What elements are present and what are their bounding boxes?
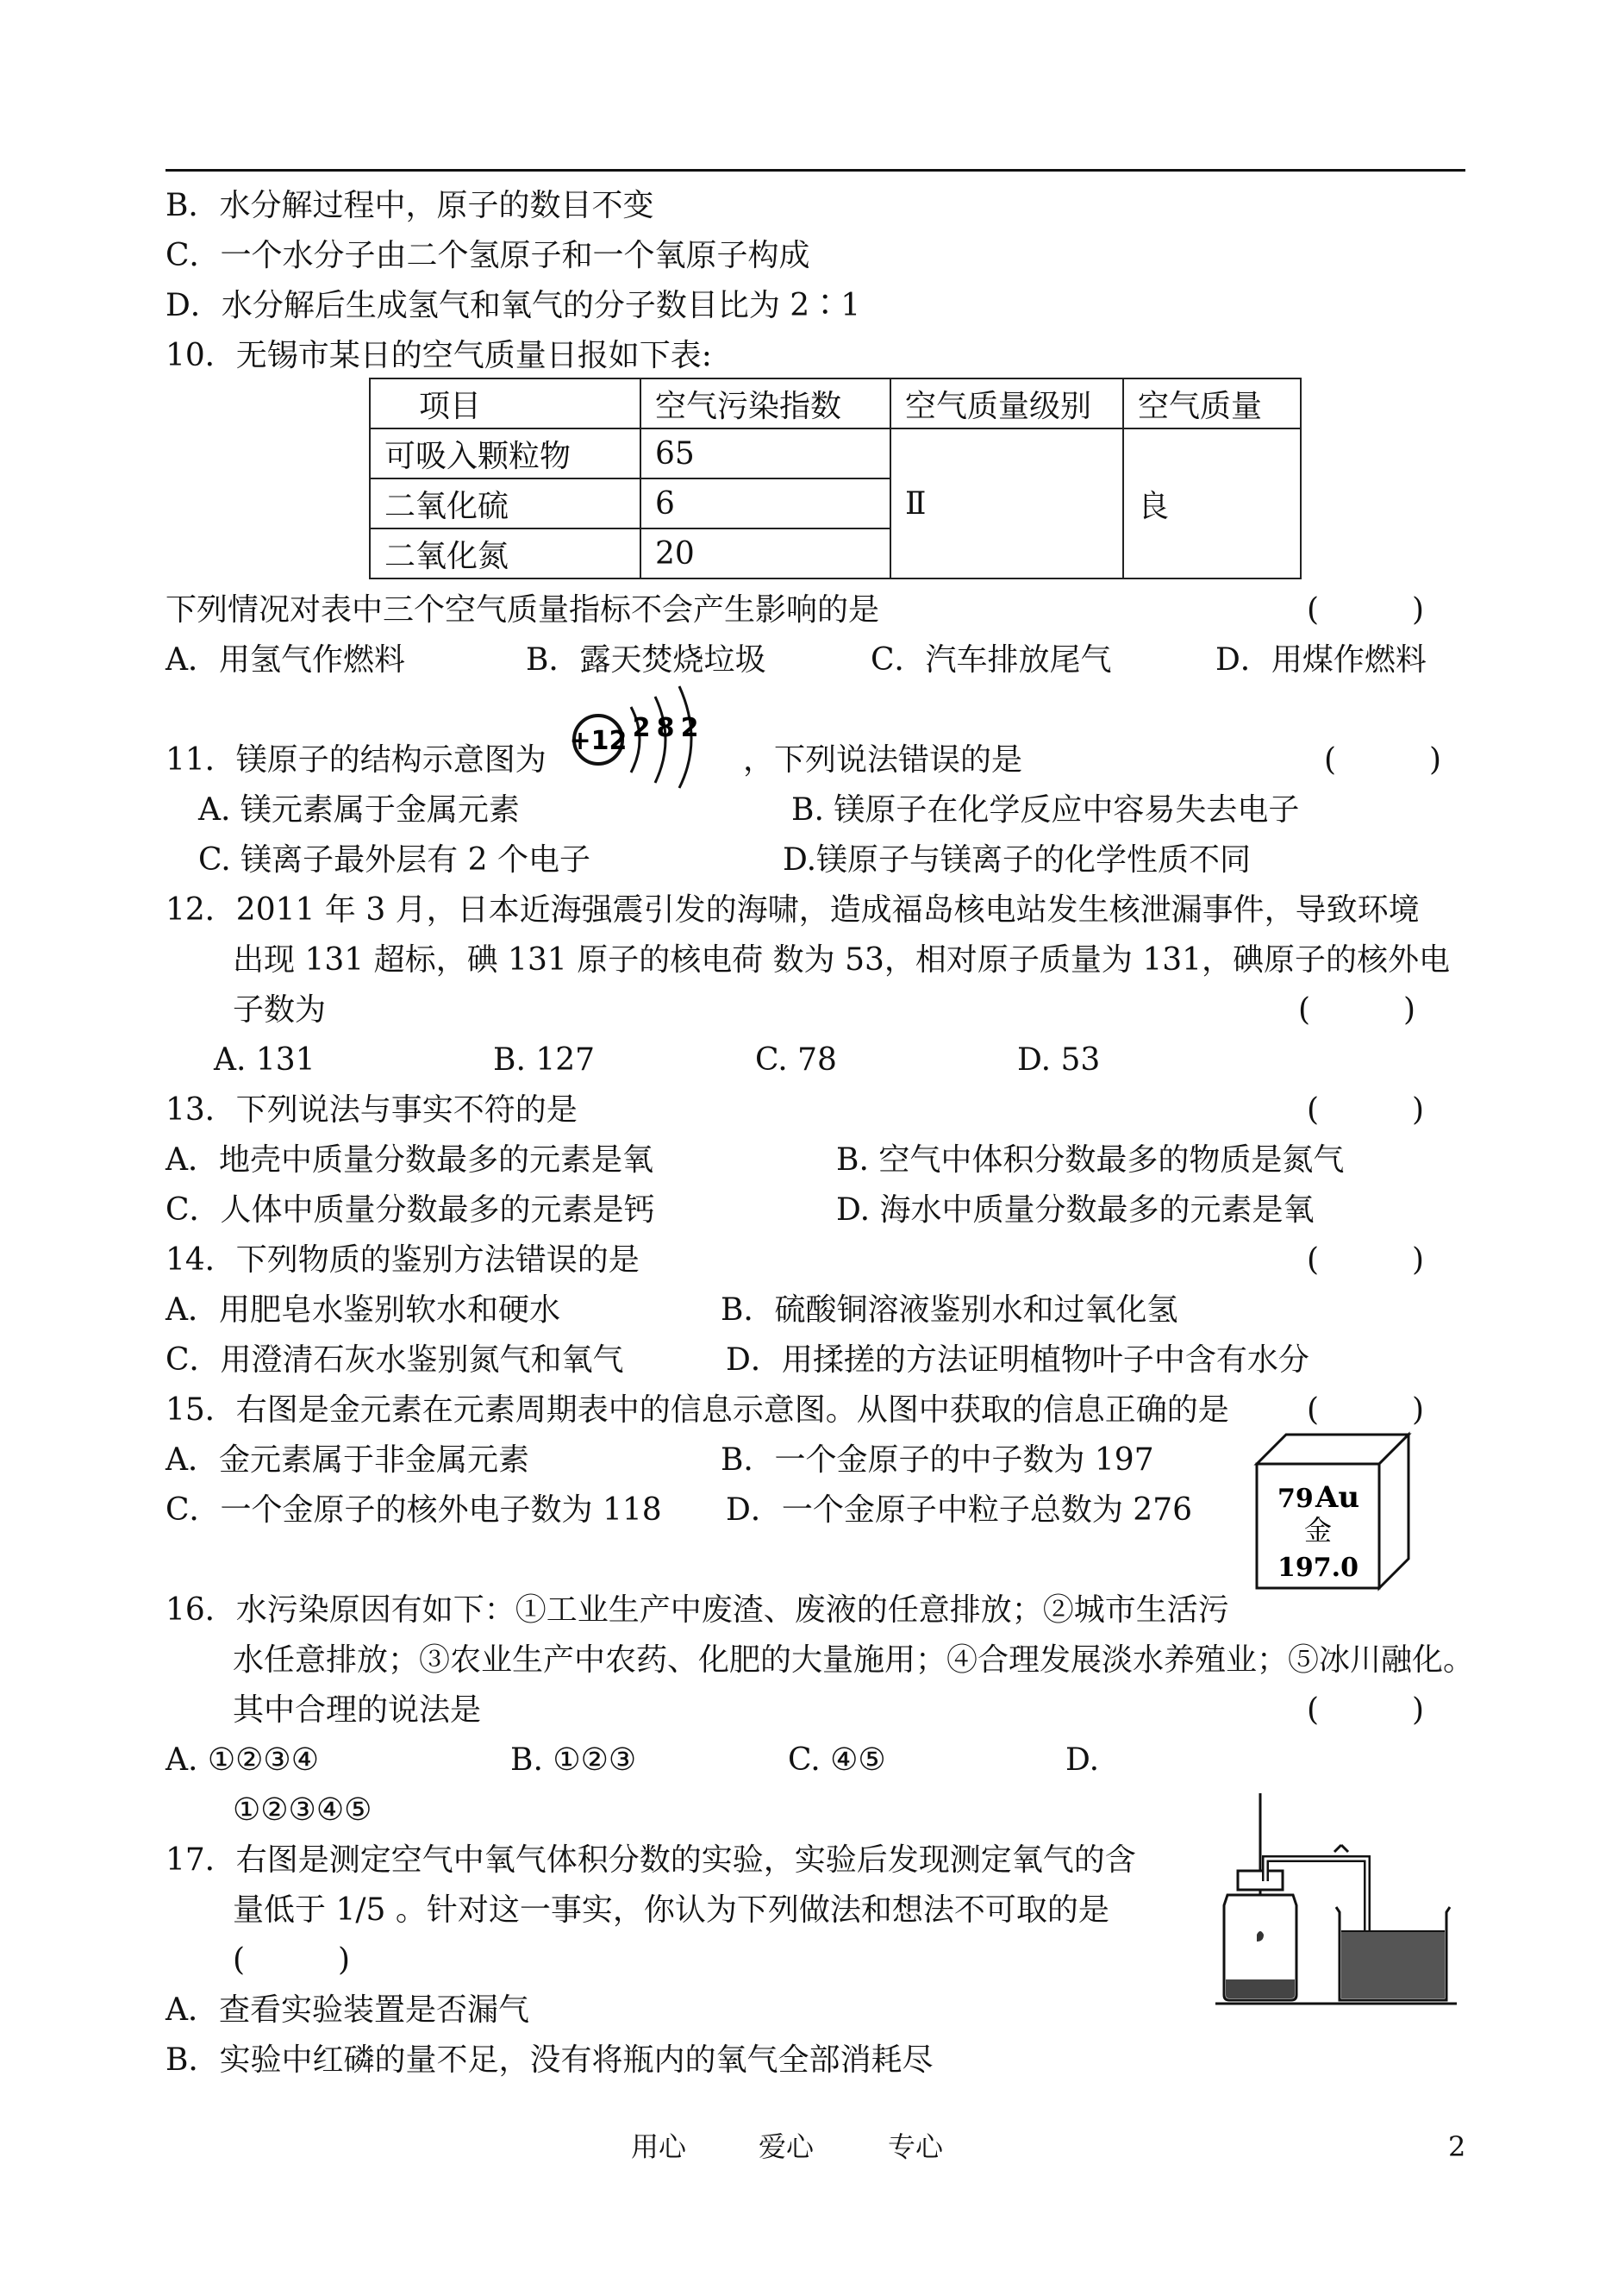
q13-option-c: C．人体中质量分数最多的元素是钙 [166, 1192, 655, 1228]
gold-atomic-mass: 197.0 [1277, 1553, 1359, 1583]
q16-option-c: C. ④⑤ [788, 1742, 886, 1778]
q10-option-d: D．用煤作燃料 [1215, 642, 1427, 678]
answer-paren: ( ) [1307, 1242, 1425, 1278]
gold-element-cube [1252, 1429, 1414, 1593]
q12-option-b: B. 127 [493, 1042, 596, 1078]
q13-stem: 13．下列说法与事实不符的是 [166, 1092, 578, 1128]
q14-option-c: C．用澄清石灰水鉴别氮气和氧气 [166, 1342, 624, 1378]
footer-slogan-1: 用心 [631, 2130, 687, 2163]
table-cell-index: 65 [640, 428, 890, 478]
header-rule [166, 169, 1465, 172]
answer-paren: ( ) [1307, 1092, 1425, 1128]
q9-option-c: C．一个水分子由二个氢原子和一个氧原子构成 [166, 238, 810, 273]
q15-stem: 15．右图是金元素在元素周期表中的信息示意图。从图中获取的信息正确的是 [166, 1392, 1229, 1428]
answer-paren: ( ) [233, 1942, 351, 1978]
q11-option-d: D.镁原子与镁离子的化学性质不同 [783, 842, 1252, 878]
q11-option-c: C. 镁离子最外层有 2 个电子 [198, 842, 590, 878]
q14-option-d: D．用揉搓的方法证明植物叶子中含有水分 [726, 1342, 1309, 1378]
q11-stem: 11．镁原子的结构示意图为 [166, 742, 547, 778]
atom-nucleus-label: +12 [569, 726, 628, 756]
q10-option-b: B．露天焚烧垃圾 [526, 642, 766, 678]
page-number: 2 [1448, 2130, 1466, 2163]
q16-line-3: 其中合理的说法是 [233, 1692, 482, 1728]
q11-option-a: A. 镁元素属于金属元素 [198, 792, 520, 828]
q17-option-a: A．查看实验装置是否漏气 [166, 1992, 529, 2028]
q12-line-3: 子数为 [233, 992, 327, 1028]
oxygen-measurement-apparatus [1207, 1785, 1465, 2009]
table-cell-level: Ⅱ [890, 428, 1123, 578]
q11-stem-rest: ，下列说法错误的是 [743, 742, 1023, 778]
table-cell-index: 6 [640, 478, 890, 528]
table-cell-item: 二氧化硫 [370, 478, 640, 528]
q12-option-d: D. 53 [1017, 1042, 1101, 1078]
answer-paren: ( ) [1324, 742, 1442, 778]
q16-option-b: B. ①②③ [510, 1742, 637, 1778]
atom-shell-label: 8 [656, 713, 675, 743]
q10-stem: 10．无锡市某日的空气质量日报如下表: [166, 338, 712, 373]
table-row [370, 428, 1301, 478]
q15-option-d: D．一个金原子中粒子总数为 276 [726, 1492, 1193, 1528]
gold-name: 金 [1303, 1514, 1333, 1547]
q12-line-1: 12．2011 年 3 月，日本近海强震引发的海啸，造成福岛核电站发生核泄漏事件，导致环境 [166, 892, 1420, 928]
table-cell-item: 可吸入颗粒物 [370, 428, 640, 478]
q17-line-2: 量低于 1/5 。针对这一事实，你认为下列做法和想法不可取的是 [233, 1892, 1109, 1928]
table-header: 空气质量级别 [890, 378, 1123, 428]
q9-option-d: D．水分解后生成氢气和氧气的分子数目比为 2∶1 [166, 288, 861, 323]
q16-option-d-text: ①②③④⑤ [233, 1792, 372, 1828]
q13-option-b: B. 空气中体积分数最多的物质是氮气 [836, 1142, 1345, 1178]
q17-option-b: B．实验中红磷的量不足，没有将瓶内的氧气全部消耗尽 [166, 2042, 934, 2078]
q12-option-c: C. 78 [755, 1042, 837, 1078]
q10-option-c: C．汽车排放尾气 [871, 642, 1112, 678]
q12-line-2: 出现 131 超标，碘 131 原子的核电荷 数为 53，相对原子质量为 131，碘原子的核外电 [233, 942, 1451, 978]
gold-symbol: Au [1315, 1480, 1360, 1515]
q14-option-b: B．硫酸铜溶液鉴别水和过氧化氢 [721, 1292, 1178, 1328]
footer-slogan-2: 爱心 [759, 2130, 815, 2163]
q13-option-a: A．地壳中质量分数最多的元素是氧 [166, 1142, 653, 1178]
q10-question: 下列情况对表中三个空气质量指标不会产生影响的是 [166, 592, 880, 628]
q14-option-a: A．用肥皂水鉴别软水和硬水 [166, 1292, 560, 1328]
table-cell-item: 二氧化氮 [370, 528, 640, 578]
q16-line-2: 水任意排放；③农业生产中农药、化肥的大量施用；④合理发展淡水养殖业；⑤冰川融化。 [233, 1642, 1475, 1678]
answer-paren: ( ) [1307, 592, 1425, 628]
q13-option-d: D. 海水中质量分数最多的元素是氧 [836, 1192, 1315, 1228]
q12-option-a: A. 131 [214, 1042, 315, 1078]
table-cell-quality: 良 [1123, 428, 1301, 578]
q14-stem: 14．下列物质的鉴别方法错误的是 [166, 1242, 640, 1278]
q15-option-c: C．一个金原子的核外电子数为 118 [166, 1492, 662, 1528]
table-header: 空气污染指数 [640, 378, 890, 428]
gold-atomic-number: 79 [1277, 1484, 1314, 1514]
q16-option-d: D. [1065, 1742, 1100, 1778]
answer-paren: ( ) [1298, 992, 1416, 1028]
q10-option-a: A．用氢气作燃料 [166, 642, 405, 678]
table-cell-index: 20 [640, 528, 890, 578]
q9-option-b: B．水分解过程中，原子的数目不变 [166, 188, 654, 223]
atom-shell-label: 2 [680, 713, 699, 743]
atom-shell-label: 2 [632, 713, 651, 743]
q16-option-a: A. ①②③④ [166, 1742, 319, 1778]
table-header: 空气质量 [1123, 378, 1301, 428]
table-header-row [370, 378, 1301, 428]
q15-option-b: B．一个金原子的中子数为 197 [721, 1442, 1154, 1478]
q17-line-1: 17．右图是测定空气中氧气体积分数的实验，实验后发现测定氧气的含 [166, 1842, 1136, 1878]
q16-line-1: 16．水污染原因有如下：①工业生产中废渣、废液的任意排放；②城市生活污 [166, 1592, 1229, 1628]
footer-slogan-3: 专心 [888, 2130, 944, 2163]
q11-option-b: B. 镁原子在化学反应中容易失去电子 [791, 792, 1300, 828]
table-header: 项目 [370, 378, 640, 428]
magnesium-atom-diagram [569, 678, 715, 790]
answer-paren: ( ) [1307, 1692, 1425, 1728]
answer-paren: ( ) [1307, 1392, 1425, 1428]
q15-option-a: A．金元素属于非金属元素 [166, 1442, 529, 1478]
air-quality-table [369, 378, 1302, 579]
